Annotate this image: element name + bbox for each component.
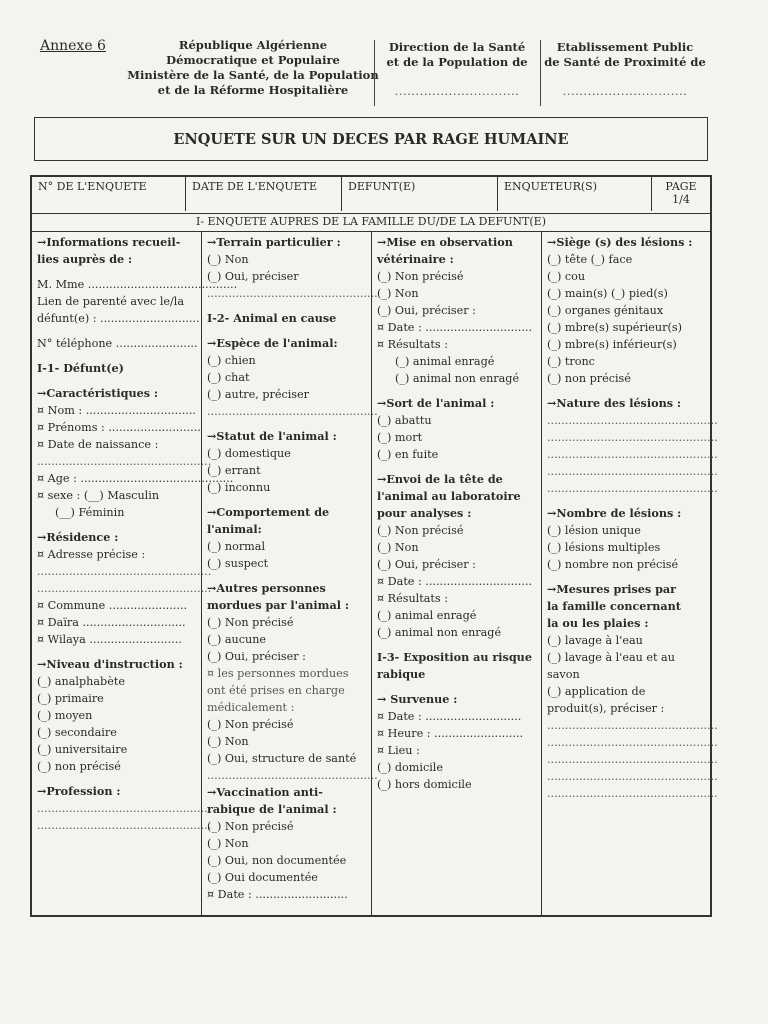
- form-field[interactable]: ................................................: [547, 787, 718, 800]
- form-field[interactable]: ................................................: [547, 482, 718, 495]
- section-title: I- ENQUETE AUPRES DE LA FAMILLE DU/DE LA DEFUNT(E): [32, 213, 710, 232]
- form-field[interactable]: (_) Non: [207, 735, 249, 748]
- form-field[interactable]: (_) organes génitaux: [547, 304, 664, 317]
- form-field[interactable]: (_) Oui, préciser :: [377, 558, 476, 571]
- form-field[interactable]: ¤ Wilaya ..........................: [37, 633, 182, 646]
- page-label: PAGE: [665, 180, 697, 193]
- form-field[interactable]: (_) chien: [207, 354, 256, 367]
- republic-line: et de la Réforme Hospitalière: [157, 83, 349, 97]
- spacer: [207, 496, 366, 504]
- spacer: [207, 327, 366, 335]
- form-field[interactable]: (_) normal: [207, 540, 266, 553]
- form-field[interactable]: (_) nombre non précisé: [547, 558, 679, 571]
- page-number: 1/4: [672, 193, 690, 206]
- form-field[interactable]: (_) lavage à l'eau et au: [547, 651, 675, 664]
- form-field[interactable]: (_) non précisé: [37, 760, 121, 773]
- form-field[interactable]: ................................................: [547, 753, 718, 766]
- section-heading: →Informations recueil-: [37, 235, 181, 249]
- section-heading: lies auprès de :: [37, 252, 133, 266]
- form-field[interactable]: (_) mbre(s) inférieur(s): [547, 338, 677, 351]
- form-field[interactable]: (_) en fuite: [377, 448, 439, 461]
- section-heading: I-2- Animal en cause: [207, 311, 337, 325]
- form-label: produit(s), préciser :: [547, 702, 665, 715]
- section-heading: →Nature des lésions :: [547, 396, 682, 410]
- form-field[interactable]: ¤ Heure : .........................: [377, 727, 524, 740]
- section-heading: →Autres personnes: [207, 581, 326, 595]
- etablissement-line: Etablissement Public: [556, 40, 694, 54]
- form-field[interactable]: (_) tête (_) face: [547, 253, 633, 266]
- spacer: [547, 497, 705, 505]
- form-title: ENQUETE SUR UN DECES PAR RAGE HUMAINE: [173, 131, 569, 148]
- form-field[interactable]: ................................................: [207, 405, 378, 418]
- form-field[interactable]: (_) primaire: [37, 692, 104, 705]
- spacer: [207, 302, 366, 310]
- section-heading: rabique: [377, 667, 426, 681]
- form-field[interactable]: (_) aucune: [207, 633, 267, 646]
- republic-header: [118, 38, 388, 98]
- form-field[interactable]: ................................................: [207, 287, 378, 300]
- spacer: [37, 648, 196, 656]
- form-field[interactable]: (_) Non précisé: [207, 718, 294, 731]
- form-field[interactable]: (_) chat: [207, 371, 250, 384]
- form-field[interactable]: .................................................: [37, 565, 212, 578]
- section-heading: →Niveau d'instruction :: [37, 657, 183, 671]
- section-heading: la ou les plaies :: [547, 616, 649, 630]
- section-heading: →Sort de l'animal :: [377, 396, 495, 410]
- header-date-enquete[interactable]: DATE DE L'ENQUETE: [186, 177, 342, 211]
- republic-line: République Algérienne: [178, 38, 328, 52]
- section-heading: →Statut de l'animal :: [207, 429, 337, 443]
- form-label: ¤ Lieu :: [377, 744, 420, 757]
- etablissement-header: [540, 40, 710, 99]
- form-field[interactable]: (_) hors domicile: [377, 778, 472, 791]
- form-field[interactable]: (_) animal non enragé: [395, 372, 520, 385]
- form-field[interactable]: ................................................: [547, 770, 718, 783]
- form-field[interactable]: (_) Non: [377, 541, 419, 554]
- section-heading: rabique de l'animal :: [207, 802, 337, 816]
- form-field[interactable]: (_) cou: [547, 270, 586, 283]
- republic-line: Ministère de la Santé, de la Population: [127, 68, 379, 82]
- section-heading: mordues par l'animal :: [207, 598, 349, 612]
- column-observation: [372, 231, 542, 915]
- form-field[interactable]: (_) animal non enragé: [377, 626, 502, 639]
- form-field[interactable]: (_) non précisé: [547, 372, 631, 385]
- section-heading: →Terrain particulier :: [207, 235, 341, 249]
- form-label: ¤ Date de naissance :: [37, 438, 159, 451]
- form-field[interactable]: .................................................: [37, 582, 212, 595]
- form-label: ¤ Résultats :: [377, 592, 448, 605]
- form-field[interactable]: (_) Oui, structure de santé: [207, 752, 357, 765]
- form-field[interactable]: (_) tronc: [547, 355, 595, 368]
- form-field[interactable]: (_) main(s) (_) pied(s): [547, 287, 668, 300]
- form-field[interactable]: (_) lavage à l'eau: [547, 634, 643, 647]
- form-field[interactable]: ................................................: [547, 719, 718, 732]
- spacer: [207, 572, 366, 580]
- table-header-row: [32, 177, 710, 214]
- form-field[interactable]: ¤ Prénoms : ..........................: [37, 421, 201, 434]
- direction-line: et de la Population de: [386, 55, 528, 69]
- spacer: [207, 420, 366, 428]
- form-field[interactable]: .................................................: [37, 819, 212, 832]
- section-heading: la famille concernant: [547, 599, 681, 613]
- spacer: [547, 387, 705, 395]
- form-label: Lien de parenté avec le/la: [37, 295, 185, 308]
- section-heading: →Vaccination anti-: [207, 785, 323, 799]
- form-field[interactable]: (_) suspect: [207, 557, 269, 570]
- form-field[interactable]: (_) Non précisé: [207, 616, 294, 629]
- form-field[interactable]: (__) Féminin: [55, 506, 125, 519]
- form-field[interactable]: (_) errant: [207, 464, 261, 477]
- column-animal: [202, 231, 378, 915]
- header-enqueteur[interactable]: ENQUETEUR(S): [498, 177, 652, 211]
- form-field[interactable]: N° téléphone .......................: [37, 337, 198, 350]
- section-heading: →Résidence :: [37, 530, 119, 544]
- form-field[interactable]: (_) Non précisé: [207, 820, 294, 833]
- section-heading: →Caractéristiques :: [37, 386, 159, 400]
- form-field[interactable]: (_) lésions multiples: [547, 541, 661, 554]
- direction-field[interactable]: ..............................: [394, 84, 520, 98]
- section-heading: I-1- Défunt(e): [37, 361, 124, 375]
- direction-header: [374, 40, 540, 99]
- form-field[interactable]: (_) domestique: [207, 447, 291, 460]
- form-field[interactable]: ................................................: [547, 465, 718, 478]
- form-field[interactable]: (_) mort: [377, 431, 423, 444]
- form-field[interactable]: (_) Oui, préciser :: [377, 304, 476, 317]
- etablissement-field[interactable]: ..............................: [562, 84, 688, 98]
- form-field[interactable]: ¤ sexe : (__) Masculin: [37, 489, 160, 502]
- form-label: ¤ Adresse précise :: [37, 548, 146, 561]
- spacer: [377, 683, 536, 691]
- form-field[interactable]: .................................................: [37, 802, 212, 815]
- form-field[interactable]: ¤ Date : ..............................: [377, 575, 532, 588]
- form-field[interactable]: (_) Non: [377, 287, 419, 300]
- form-field[interactable]: ................................................: [547, 431, 718, 444]
- spacer: [37, 521, 196, 529]
- form-field[interactable]: défunt(e) : ............................: [37, 312, 200, 325]
- spacer: [377, 641, 536, 649]
- form-field[interactable]: ¤ Commune ......................: [37, 599, 188, 612]
- form-field[interactable]: ................................................: [207, 769, 378, 782]
- form-field[interactable]: ¤ Daïra .............................: [37, 616, 186, 629]
- form-label: savon: [547, 668, 580, 681]
- form-field[interactable]: (_) animal enragé: [377, 609, 477, 622]
- section-heading: →Nombre de lésions :: [547, 506, 682, 520]
- form-field[interactable]: (_) Oui, non documentée: [207, 854, 347, 867]
- section-heading: →Siège (s) des lésions :: [547, 235, 693, 249]
- spacer: [37, 327, 196, 335]
- section-heading: l'animal:: [207, 522, 262, 536]
- form-field[interactable]: (_) secondaire: [37, 726, 117, 739]
- form-title-box: [34, 117, 708, 161]
- form-field[interactable]: ¤ Date : ..............................: [377, 321, 532, 334]
- spacer: [377, 387, 536, 395]
- survey-form: [30, 175, 718, 917]
- form-label: ¤ les personnes mordues: [207, 667, 349, 680]
- header-num-enquete[interactable]: N° DE L'ENQUETE: [32, 177, 186, 211]
- form-field[interactable]: (_) autre, préciser: [207, 388, 310, 401]
- section-heading: →Envoi de la tête de: [377, 472, 503, 486]
- form-field[interactable]: ................................................: [547, 414, 718, 427]
- section-heading: pour analyses :: [377, 506, 472, 520]
- form-field[interactable]: (_) lésion unique: [547, 524, 641, 537]
- section-heading: → Survenue :: [377, 692, 458, 706]
- form-label: ont été prises en charge: [207, 684, 345, 697]
- form-field[interactable]: (_) application de: [547, 685, 646, 698]
- spacer: [37, 352, 196, 360]
- section-heading: →Mise en observation: [377, 235, 513, 249]
- section-heading: →Comportement de: [207, 505, 330, 519]
- form-field[interactable]: (_) abattu: [377, 414, 432, 427]
- form-field[interactable]: ................................................: [547, 448, 718, 461]
- form-label: ¤ Résultats :: [377, 338, 448, 351]
- form-field[interactable]: ¤ Age : ...........................................: [37, 472, 234, 485]
- form-field[interactable]: ¤ Nom : ...............................: [37, 404, 196, 417]
- column-lesions: [542, 231, 718, 915]
- section-heading: vétérinaire :: [377, 252, 454, 266]
- form-field[interactable]: (_) Non: [207, 253, 249, 266]
- form-field[interactable]: (_) animal enragé: [395, 355, 495, 368]
- section-heading: I-3- Exposition au risque: [377, 650, 532, 664]
- header-defunt[interactable]: DEFUNT(E): [342, 177, 498, 211]
- form-field[interactable]: (_) Non précisé: [377, 524, 464, 537]
- section-heading: →Mesures prises par: [547, 582, 677, 596]
- form-field[interactable]: (_) Oui, préciser :: [207, 650, 306, 663]
- etablissement-line: de Santé de Proximité de: [544, 55, 706, 69]
- section-heading: →Profession :: [37, 784, 121, 798]
- form-label: médicalement :: [207, 701, 295, 714]
- form-field[interactable]: .................................................: [37, 455, 212, 468]
- republic-line: Démocratique et Populaire: [166, 53, 340, 67]
- spacer: [37, 377, 196, 385]
- spacer: [37, 268, 196, 276]
- spacer: [377, 463, 536, 471]
- form-field[interactable]: (_) Non précisé: [377, 270, 464, 283]
- form-field[interactable]: (_) Oui documentée: [207, 871, 318, 884]
- section-heading: →Espèce de l'animal:: [207, 336, 338, 350]
- form-field[interactable]: (_) universitaire: [37, 743, 128, 756]
- spacer: [37, 775, 196, 783]
- form-field[interactable]: (_) Oui, préciser: [207, 270, 299, 283]
- direction-line: Direction de la Santé: [388, 40, 526, 54]
- form-field[interactable]: (_) analphabète: [37, 675, 125, 688]
- section-heading: l'animal au laboratoire: [377, 489, 521, 503]
- spacer: [547, 573, 705, 581]
- annex-label: Annexe 6: [40, 38, 106, 54]
- header-page: [652, 177, 710, 211]
- form-field[interactable]: M. Mme ..........................................: [37, 278, 238, 291]
- form-field[interactable]: (_) domicile: [377, 761, 444, 774]
- form-field[interactable]: (_) inconnu: [207, 481, 271, 494]
- form-field[interactable]: ¤ Date : ..........................: [207, 888, 348, 901]
- form-field[interactable]: (_) moyen: [37, 709, 93, 722]
- form-field[interactable]: ¤ Date : ...........................: [377, 710, 522, 723]
- form-field[interactable]: (_) Non: [207, 837, 249, 850]
- form-field[interactable]: (_) mbre(s) supérieur(s): [547, 321, 682, 334]
- form-field[interactable]: ................................................: [547, 736, 718, 749]
